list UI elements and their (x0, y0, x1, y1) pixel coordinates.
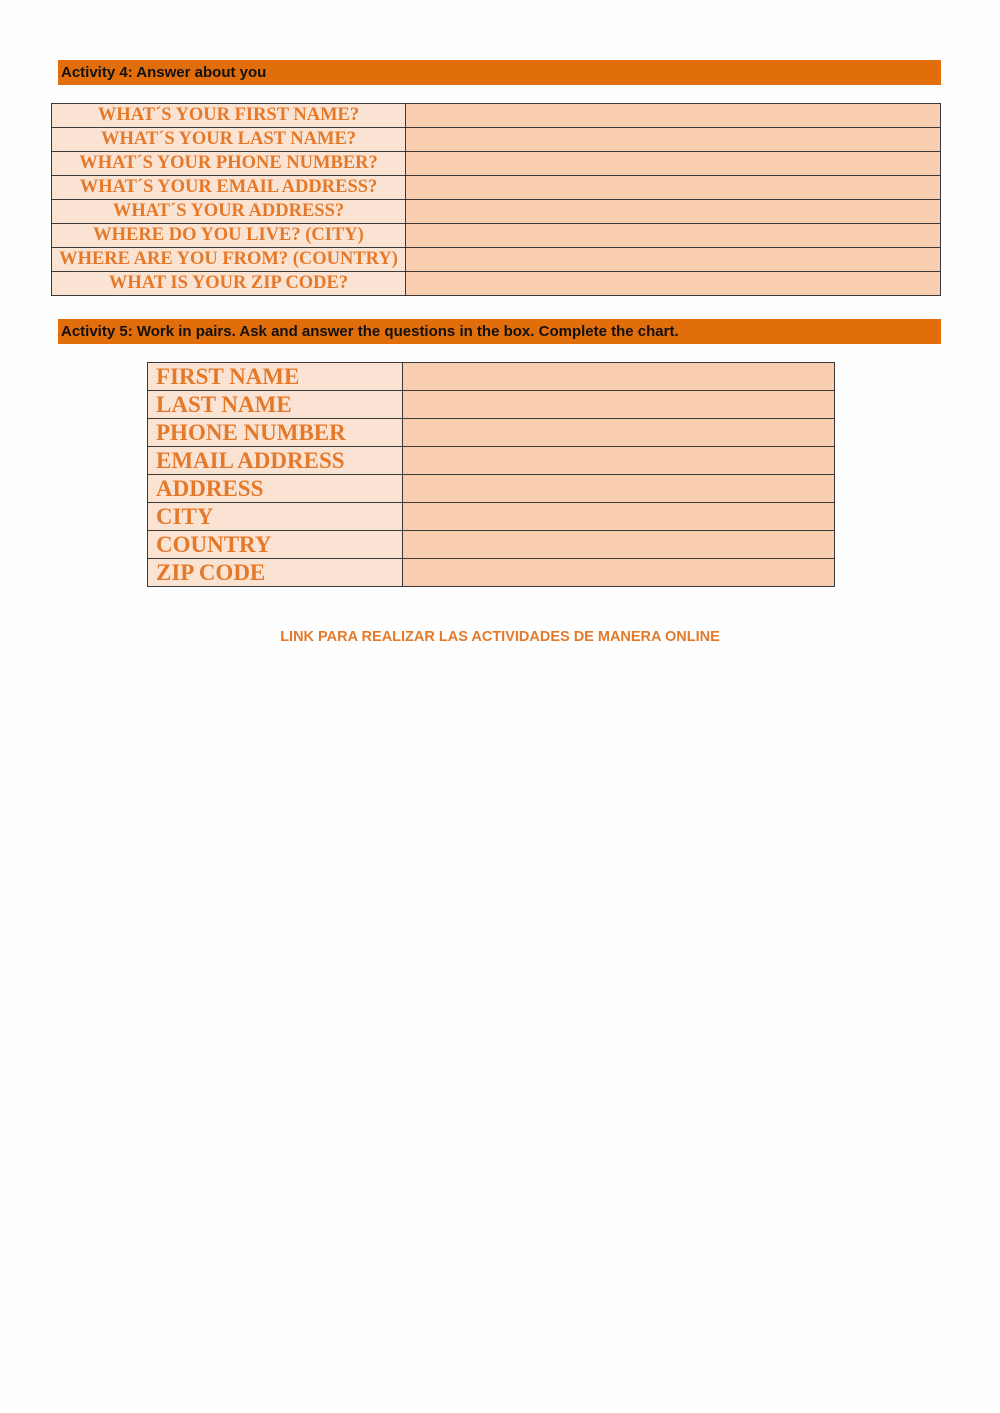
question-country: WHERE ARE YOU FROM? (COUNTRY) (52, 248, 406, 272)
table-row (52, 248, 941, 272)
table-row (148, 475, 835, 503)
question-zip-code: WHAT IS YOUR ZIP CODE? (52, 272, 406, 296)
question-email-address: WHAT´S YOUR EMAIL ADDRESS? (52, 176, 406, 200)
label-country: COUNTRY (148, 531, 403, 559)
field-address[interactable] (403, 475, 835, 503)
answer-address[interactable] (406, 200, 941, 224)
activity-5-title: Activity 5: Work in pairs. Ask and answer the questions in the box. Complete the chart. (58, 319, 941, 344)
table-row (52, 200, 941, 224)
label-last-name: LAST NAME (148, 391, 403, 419)
table-row (148, 503, 835, 531)
table-row (148, 559, 835, 587)
field-country[interactable] (403, 531, 835, 559)
activity-4-title: Activity 4: Answer about you (58, 60, 941, 85)
label-email-address: EMAIL ADDRESS (148, 447, 403, 475)
question-phone-number: WHAT´S YOUR PHONE NUMBER? (52, 152, 406, 176)
field-city[interactable] (403, 503, 835, 531)
field-phone-number[interactable] (403, 419, 835, 447)
answer-first-name[interactable] (406, 104, 941, 128)
answer-last-name[interactable] (406, 128, 941, 152)
table-row (52, 272, 941, 296)
table-row (148, 391, 835, 419)
label-first-name: FIRST NAME (148, 363, 403, 391)
answer-email-address[interactable] (406, 176, 941, 200)
label-zip-code: ZIP CODE (148, 559, 403, 587)
question-first-name: WHAT´S YOUR FIRST NAME? (52, 104, 406, 128)
table-row (148, 419, 835, 447)
label-city: CITY (148, 503, 403, 531)
table-row (52, 224, 941, 248)
table-row (52, 128, 941, 152)
table-row (148, 531, 835, 559)
label-phone-number: PHONE NUMBER (148, 419, 403, 447)
label-address: ADDRESS (148, 475, 403, 503)
table-row (148, 447, 835, 475)
answer-zip-code[interactable] (406, 272, 941, 296)
answer-country[interactable] (406, 248, 941, 272)
question-last-name: WHAT´S YOUR LAST NAME? (52, 128, 406, 152)
answer-city[interactable] (406, 224, 941, 248)
question-address: WHAT´S YOUR ADDRESS? (52, 200, 406, 224)
table-row (52, 152, 941, 176)
table-row (52, 104, 941, 128)
field-email-address[interactable] (403, 447, 835, 475)
activity-4-table (51, 103, 941, 296)
table-row (148, 363, 835, 391)
table-row (52, 176, 941, 200)
online-activities-link[interactable]: LINK PARA REALIZAR LAS ACTIVIDADES DE MANERA ONLINE (280, 629, 720, 645)
activity-5-table (147, 362, 835, 587)
field-zip-code[interactable] (403, 559, 835, 587)
field-first-name[interactable] (403, 363, 835, 391)
question-city: WHERE DO YOU LIVE? (CITY) (52, 224, 406, 248)
field-last-name[interactable] (403, 391, 835, 419)
answer-phone-number[interactable] (406, 152, 941, 176)
